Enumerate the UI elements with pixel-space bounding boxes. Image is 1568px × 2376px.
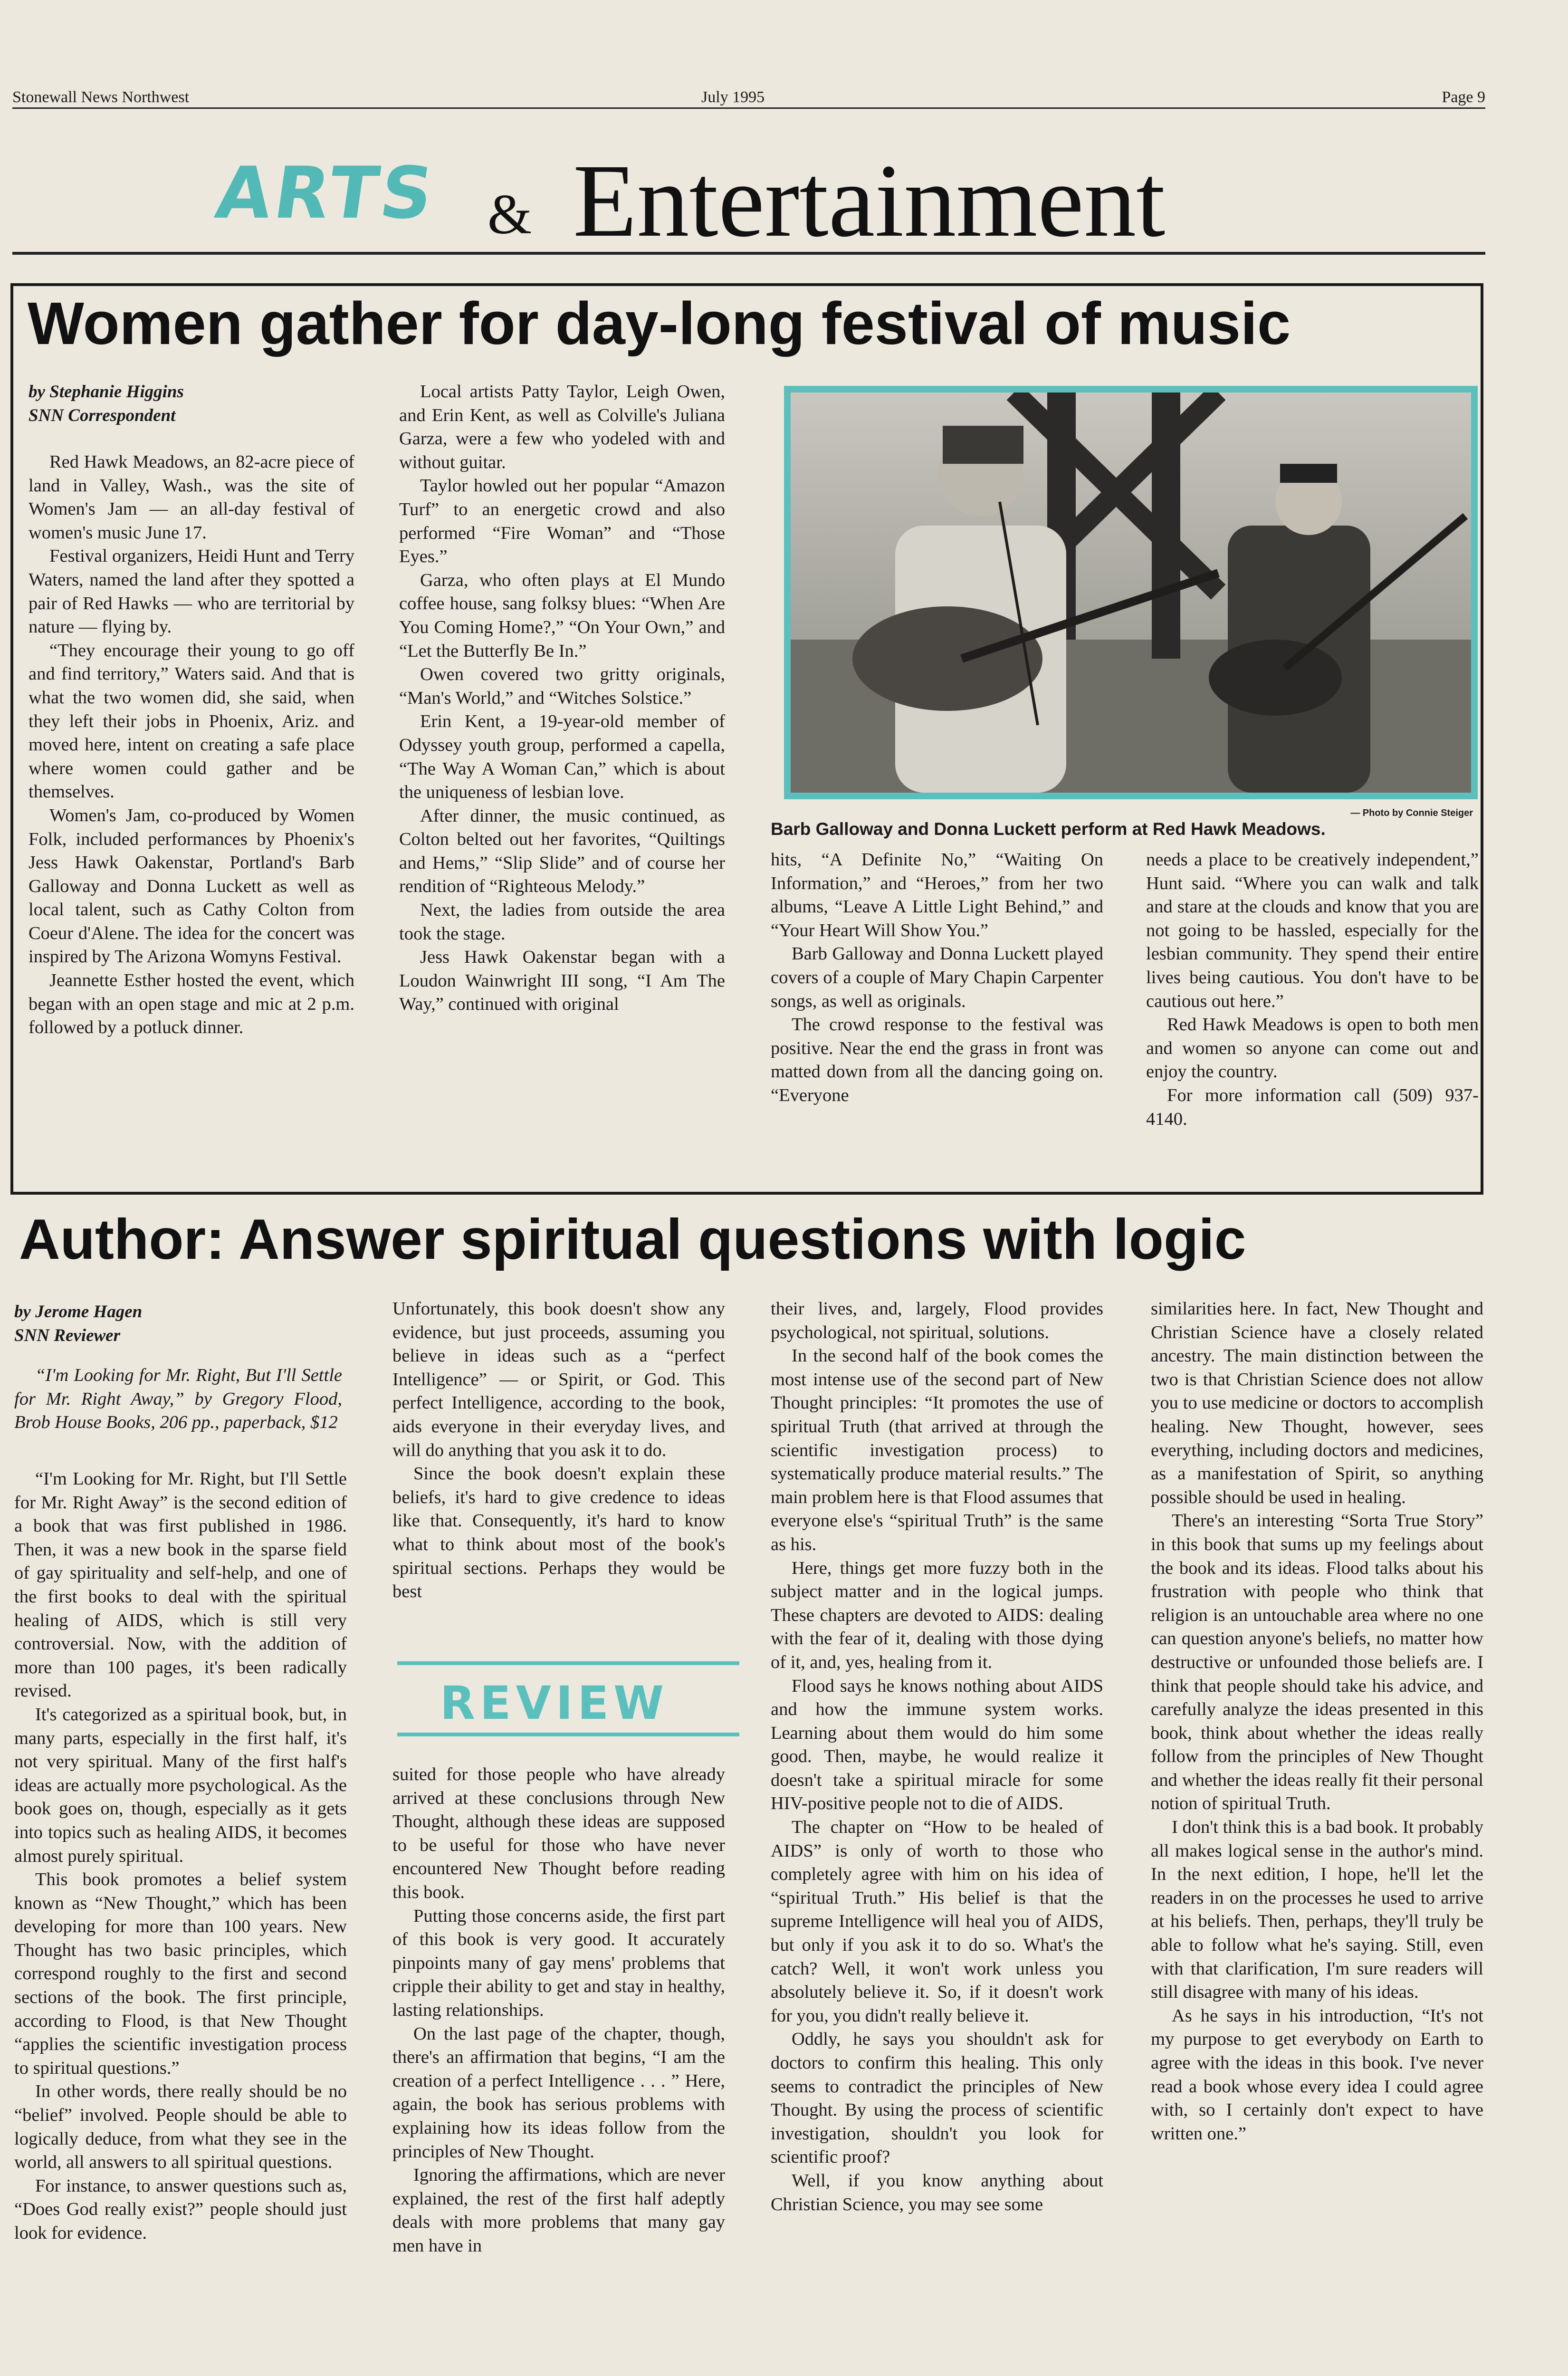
article-headline: Women gather for day-long festival of music: [28, 290, 1291, 357]
paragraph: Well, if you know anything about Christian Science, you may see some: [771, 2170, 1103, 2214]
paragraph: This book promotes a belief system known as “New Thought,” which has been developing for more than 100 years. New Thought has two basic principles, which correspond roughly to the first and second sections of the book. The first principle, according to Flood, is that New Thought “applies the scientific investigation process to spiritual questions.”: [14, 1869, 347, 2078]
section-title: Entertainment: [573, 143, 1166, 259]
paragraph: their lives, and, largely, Flood provides psychological, not spiritual, solutions.: [771, 1299, 1103, 1342]
paragraph: In the second half of the book comes the most intense use of the second part of New Thought principles: “It promotes the use of spiritual Truth (that arrived at through the scientific investigation process) to systematically produce material results.” The main problem here is that Flood assumes that everyone else's “spiritual Truth” is the same as his.: [771, 1346, 1103, 1554]
paragraph: Local artists Patty Taylor, Leigh Owen, and Erin Kent, as well as Colville's Juliana Garza, were a few who yodeled with and without guitar.: [399, 382, 725, 472]
article-column-2b: [392, 1763, 725, 2258]
review-rule-bottom: [397, 1733, 739, 1736]
paragraph: On the last page of the chapter, though, there's an affirmation that begins, “I am the creation of a perfect Intelligence . . . ” Here, again, the book has serious problems with explaining how its ideas follow from the principles of New Thought.: [392, 2023, 725, 2162]
performers-photo-illustration: [791, 393, 1471, 793]
paragraph: “I'm Looking for Mr. Right, but I'll Settle for Mr. Right Away” is the second edition of a book that was first published in 1986. Then, it was a new book in the sparse field of gay spirituality and self-help, and one of the first books to deal with the spiritual healing of AIDS, which is still very controversial. Now, with the addition of more than 100 pages, it's been radically revised.: [14, 1469, 347, 1701]
paragraph: The chapter on “How to be healed of AIDS” is only of worth to those who completely agree with him on his idea of “spiritual Truth.” His belief is that the supreme Intelligence will heal you of AIDS, but only if you ask it to do so. What's the catch? Well, it won't work unless you absolutely believe it. So, if it doesn't work for you, you didn't really believe it.: [771, 1817, 1103, 2026]
paragraph: suited for those people who have already arrived at these conclusions through New Thought, although these ideas are supposed to be useful for those who have never encountered New Thought before reading this book.: [392, 1764, 725, 1902]
paragraph: It's categorized as a spiritual book, but, in many parts, especially in the first half, it's not very spiritual. Many of the first half's ideas are actually more psychological. As the book goes on, though, especially as it gets into topics such as healing AIDS, it becomes almost purely spiritual.: [14, 1704, 347, 1866]
paragraph: Barb Galloway and Donna Luckett played covers of a couple of Mary Chapin Carpenter songs, as well as originals.: [771, 944, 1103, 1011]
paragraph: Oddly, he says you shouldn't ask for doctors to confirm this healing. This only seems to contradict the principles of New Thought. By using the process of scientific investigation, shouldn't you look for scientific proof?: [771, 2029, 1103, 2167]
paragraph: As he says in his introduction, “It's not my purpose to get everybody on Earth to agree with the ideas in this book. I've never read a book whose every idea I could agree with, so I certainly don't expect to have written one.”: [1151, 2005, 1483, 2144]
page-number: Page 9: [1442, 88, 1485, 106]
paragraph: Red Hawk Meadows is open to both men and women so anyone can come out and enjoy the country.: [1146, 1015, 1479, 1082]
issue-date: July 1995: [701, 88, 765, 106]
article-column-4: [1146, 848, 1479, 1131]
section-arts-logo: ARTS: [210, 152, 441, 235]
byline-role: SNN Correspondent: [29, 406, 176, 425]
byline-name: by Stephanie Higgins: [29, 382, 184, 402]
review-rule-top: [397, 1661, 739, 1665]
article-column-1: [29, 450, 354, 1040]
paragraph: Flood says he knows nothing about AIDS and how the immune system works. Learning about them would do him some good. Then, maybe, he would realize it doesn't take a spiritual miracle for some HIV-positive people not to die of AIDS.: [771, 1676, 1103, 1814]
photo-caption: Barb Galloway and Donna Luckett perform at Red Hawk Meadows.: [771, 819, 1326, 839]
section-header: [12, 143, 1485, 259]
review-label-box: [397, 1655, 739, 1740]
paragraph: I don't think this is a bad book. It probably all makes logical sense in the author's mind. In the next edition, I hope, he'll let the readers in on the processes he used to arrive at his beliefs. Then, perhaps, they'll truly be able to follow what he's saying. Still, even with that clarification, I'm sure readers will still disagree with many of his ideas.: [1151, 1817, 1483, 2002]
paragraph: needs a place to be creatively independent,” Hunt said. “Where you can walk and talk and stare at the clouds and know that you are not going to be hassled, especially for the lesbian community. They spend their entire lives being cautious. You don't have to be cautious out here.”: [1146, 850, 1479, 1011]
paragraph: The crowd response to the festival was positive. Near the end the grass in front was matted down from all the dancing going on. “Everyone: [771, 1015, 1103, 1105]
article-column-3: [771, 848, 1103, 1108]
article-column-2a: [392, 1297, 725, 1604]
article-column-3: [771, 1297, 1103, 2216]
paragraph: For instance, to answer questions such as, “Does God really exist?” people should just look for evidence.: [14, 2175, 347, 2243]
concert-photo: [784, 386, 1478, 799]
article-column-4: [1151, 1297, 1483, 2146]
paragraph: There's an interesting “Sorta True Story” in this book that sums up my feelings about the book and its ideas. Flood talks about his frustration with people who think that religion is an untouchable area where no one can question anyone's beliefs, no matter how destructive or unfounded those beliefs are. I think that people should take his advice, and carefully analyze the ideas presented in this book, think about whether the ideas really follow from the principles of New Thought and whether the ideas really fit their personal notion of spiritual Truth.: [1151, 1511, 1483, 1814]
section-ampersand: &: [488, 182, 532, 246]
paragraph: In other words, there really should be no “belief” involved. People should be able to logically deduce, from what they see in the world, all answers to all spiritual questions.: [14, 2081, 347, 2173]
publication-name: Stonewall News Northwest: [12, 88, 190, 106]
paragraph: “I'm Looking for Mr. Right, But I'll Settle for Mr. Right Away,” by Gregory Flood, Brob House Books, 206 pp., paperback, $12: [14, 1365, 342, 1433]
article-column-2: [399, 380, 725, 1016]
byline-role: SNN Reviewer: [14, 1326, 120, 1345]
paragraph: Garza, who often plays at El Mundo coffee house, sang folksy blues: “When Are You Coming Home?,” “On Your Own,” and “Let the Butterfly Be In.”: [399, 570, 725, 661]
article-column-1: [14, 1467, 347, 2245]
paragraph: Jess Hawk Oakenstar began with a Loudon Wainwright III song, “I Am The Way,” continued with original: [399, 947, 725, 1015]
paragraph: Red Hawk Meadows, an 82-acre piece of land in Valley, Wash., was the site of Women's Jam — an all-day festival of women's music June 17.: [29, 452, 354, 543]
paragraph: “They encourage their young to go off and find territory,” Waters said. And that is what the two women did, she said, when they left their jobs in Phoenix, Ariz. and moved here, intent on creating a safe place where women could gather and be themselves.: [29, 640, 354, 802]
paragraph: Taylor howled out her popular “Amazon Turf” to an energetic crowd and also performed “Fire Woman” and “Those Eyes.”: [399, 476, 725, 567]
paragraph: Here, things get more fuzzy both in the subject matter and in the logical jumps. These chapters are devoted to AIDS: dealing with the fear of it, dealing with those dying of it, and, yes, healing from it.: [771, 1558, 1103, 1672]
paragraph: Erin Kent, a 19-year-old member of Odyssey youth group, performed a capella, “The Way A Woman Can,” which is about the uniqueness of lesbian love.: [399, 711, 725, 803]
byline-name: by Jerome Hagen: [14, 1302, 143, 1322]
paragraph: Putting those concerns aside, the first part of this book is very good. It accurately pinpoints many of gay mens' problems that cripple their ability to get and stay in healthy, lasting relationships.: [392, 1906, 725, 2020]
paragraph: similarities here. In fact, New Thought and Christian Science have a closely related ancestry. The main distinction between the two is that Christian Science does not allow you to use medicine or doctors to accomplish healing. New Thought, however, sees everything, including doctors and medicines, as a manifestation of Spirit, so anything possible should be used in healing.: [1151, 1299, 1483, 1507]
paragraph: Unfortunately, this book doesn't show any evidence, but just proceeds, assuming you believe in ideas such as a “perfect Intelligence” — or Spirit, or God. This perfect Intelligence, according to the book, aids everyone in their everyday lives, and will do anything that you ask it to do.: [392, 1299, 725, 1460]
article-headline: Author: Answer spiritual questions with logic: [19, 1207, 1246, 1271]
review-label: REVIEW: [440, 1677, 669, 1730]
paragraph: Next, the ladies from outside the area took the stage.: [399, 900, 725, 944]
paragraph: Owen covered two gritty originals, “Man's World,” and “Witches Solstice.”: [399, 664, 725, 708]
running-head: [12, 88, 1485, 109]
paragraph: Jeannette Esther hosted the event, which began with an open stage and mic at 2 p.m. followed by a potluck dinner.: [29, 970, 354, 1038]
paragraph: Women's Jam, co-produced by Women Folk, included performances by Phoenix's Jess Hawk Oakenstar, Portland's Barb Galloway and Donna Luckett as well as local talent, such as Cathy Colton from Coeur d'Alene. The idea for the concert was inspired by The Arizona Womyns Festival.: [29, 805, 354, 967]
paragraph: For more information call (509) 937-4140.: [1146, 1085, 1479, 1129]
article-byline: [14, 1300, 356, 1348]
paragraph: Festival organizers, Heidi Hunt and Terry Waters, named the land after they spotted a pair of Red Hawks — who are territorial by nature — flying by.: [29, 546, 354, 637]
book-info: [14, 1364, 342, 1435]
paragraph: Ignoring the affirmations, which are never explained, the rest of the first half adeptly deals with more problems that many gay men have in: [392, 2165, 725, 2256]
paragraph: Since the book doesn't explain these beliefs, it's hard to give credence to ideas like that. Consequently, it's hard to know what to think about most of the book's spiritual sections. Perhaps they would be best: [392, 1464, 725, 1602]
photo-credit: — Photo by Connie Steiger: [1350, 808, 1473, 818]
paragraph: hits, “A Definite No,” “Waiting On Information,” and “Heroes,” from her two albums, “Leave A Little Light Behind,” and “Your Heart Will Show You.”: [771, 850, 1103, 940]
paragraph: After dinner, the music continued, as Colton belted out her favorites, “Quiltings and Hems,” “Slip Slide” and of course her rendition of “Righteous Melody.”: [399, 805, 725, 897]
article-byline: [29, 380, 371, 428]
